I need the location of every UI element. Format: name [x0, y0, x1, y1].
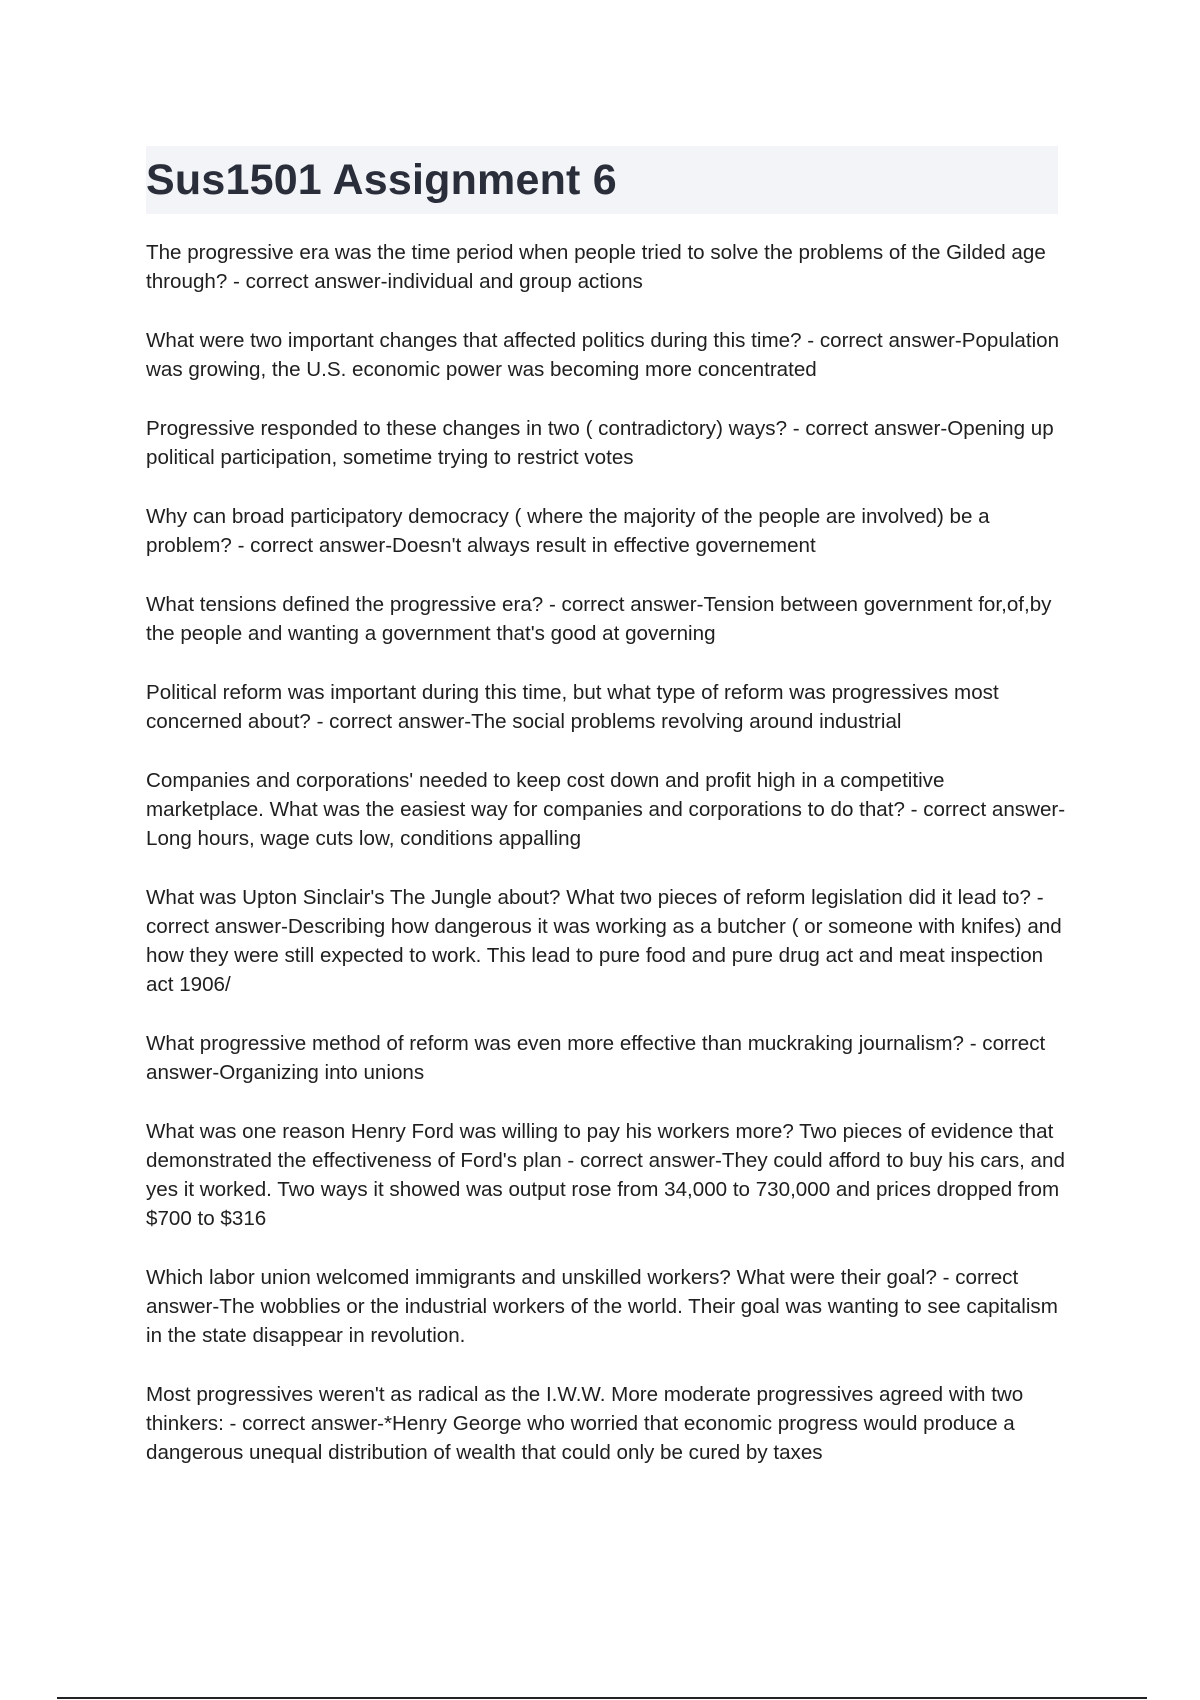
page-title: Sus1501 Assignment 6 — [146, 156, 617, 204]
qa-entry: Companies and corporations' needed to keep cost down and profit high in a competitive marketplace. What was the easiest way for companies and corporations to do that? - correct answer-Long hours, wage cuts low, conditions appalling — [146, 769, 1066, 850]
qa-entry: Which labor union welcomed immigrants and unskilled workers? What were their goal? - correct answer-The wobblies or the industrial workers of the world. Their goal was wanting to see capitalism in the state disappear in revolution. — [146, 1266, 1058, 1347]
qa-entry: Why can broad participatory democracy ( where the majority of the people are involved) be a problem? - correct answer-Doesn't always result in effective governement — [146, 505, 990, 557]
qa-entry: Most progressives weren't as radical as the I.W.W. More moderate progressives agreed with two thinkers: - correct answer-*Henry George who worried that economic progress would produce a dangerous unequal distribution of wealth that could only be cured by taxes — [146, 1383, 1024, 1464]
qa-entry: What was one reason Henry Ford was willing to pay his workers more? Two pieces of evidence that demonstrated the effectiveness of Ford's plan - correct answer-They could afford to buy his cars, and yes it worked. Two ways it showed was output rose from 34,000 to 730,000 and prices dropped from $700 to $316 — [146, 1120, 1065, 1230]
qa-entry: Political reform was important during this time, but what type of reform was progressives most concerned about? - correct answer-The social problems revolving around industrial — [146, 681, 999, 733]
footer-divider — [57, 1697, 1147, 1699]
qa-entry: What were two important changes that affected politics during this time? - correct answer-Population was growing, the U.S. economic power was becoming more concentrated — [146, 329, 1060, 381]
qa-entry: The progressive era was the time period when people tried to solve the problems of the Gilded age through? - correct answer-individual and group actions — [146, 241, 1046, 293]
qa-entry: What progressive method of reform was even more effective than muckraking journalism? - correct answer-Organizing into unions — [146, 1032, 1046, 1084]
qa-entry: What tensions defined the progressive era? - correct answer-Tension between government for,of,by the people and wanting a government that's good at governing — [146, 593, 1052, 645]
qa-list — [146, 238, 1066, 1497]
title-banner — [146, 146, 1058, 214]
qa-entry: Progressive responded to these changes in two ( contradictory) ways? - correct answer-Opening up political participation, sometime trying to restrict votes — [146, 417, 1054, 469]
qa-entry: What was Upton Sinclair's The Jungle about? What two pieces of reform legislation did it lead to? - correct answer-Describing how dangerous it was working as a butcher ( or someone with knifes) and how they were still expected to work. This lead to pure food and pure drug act and meat inspection act 1906/ — [146, 886, 1062, 996]
